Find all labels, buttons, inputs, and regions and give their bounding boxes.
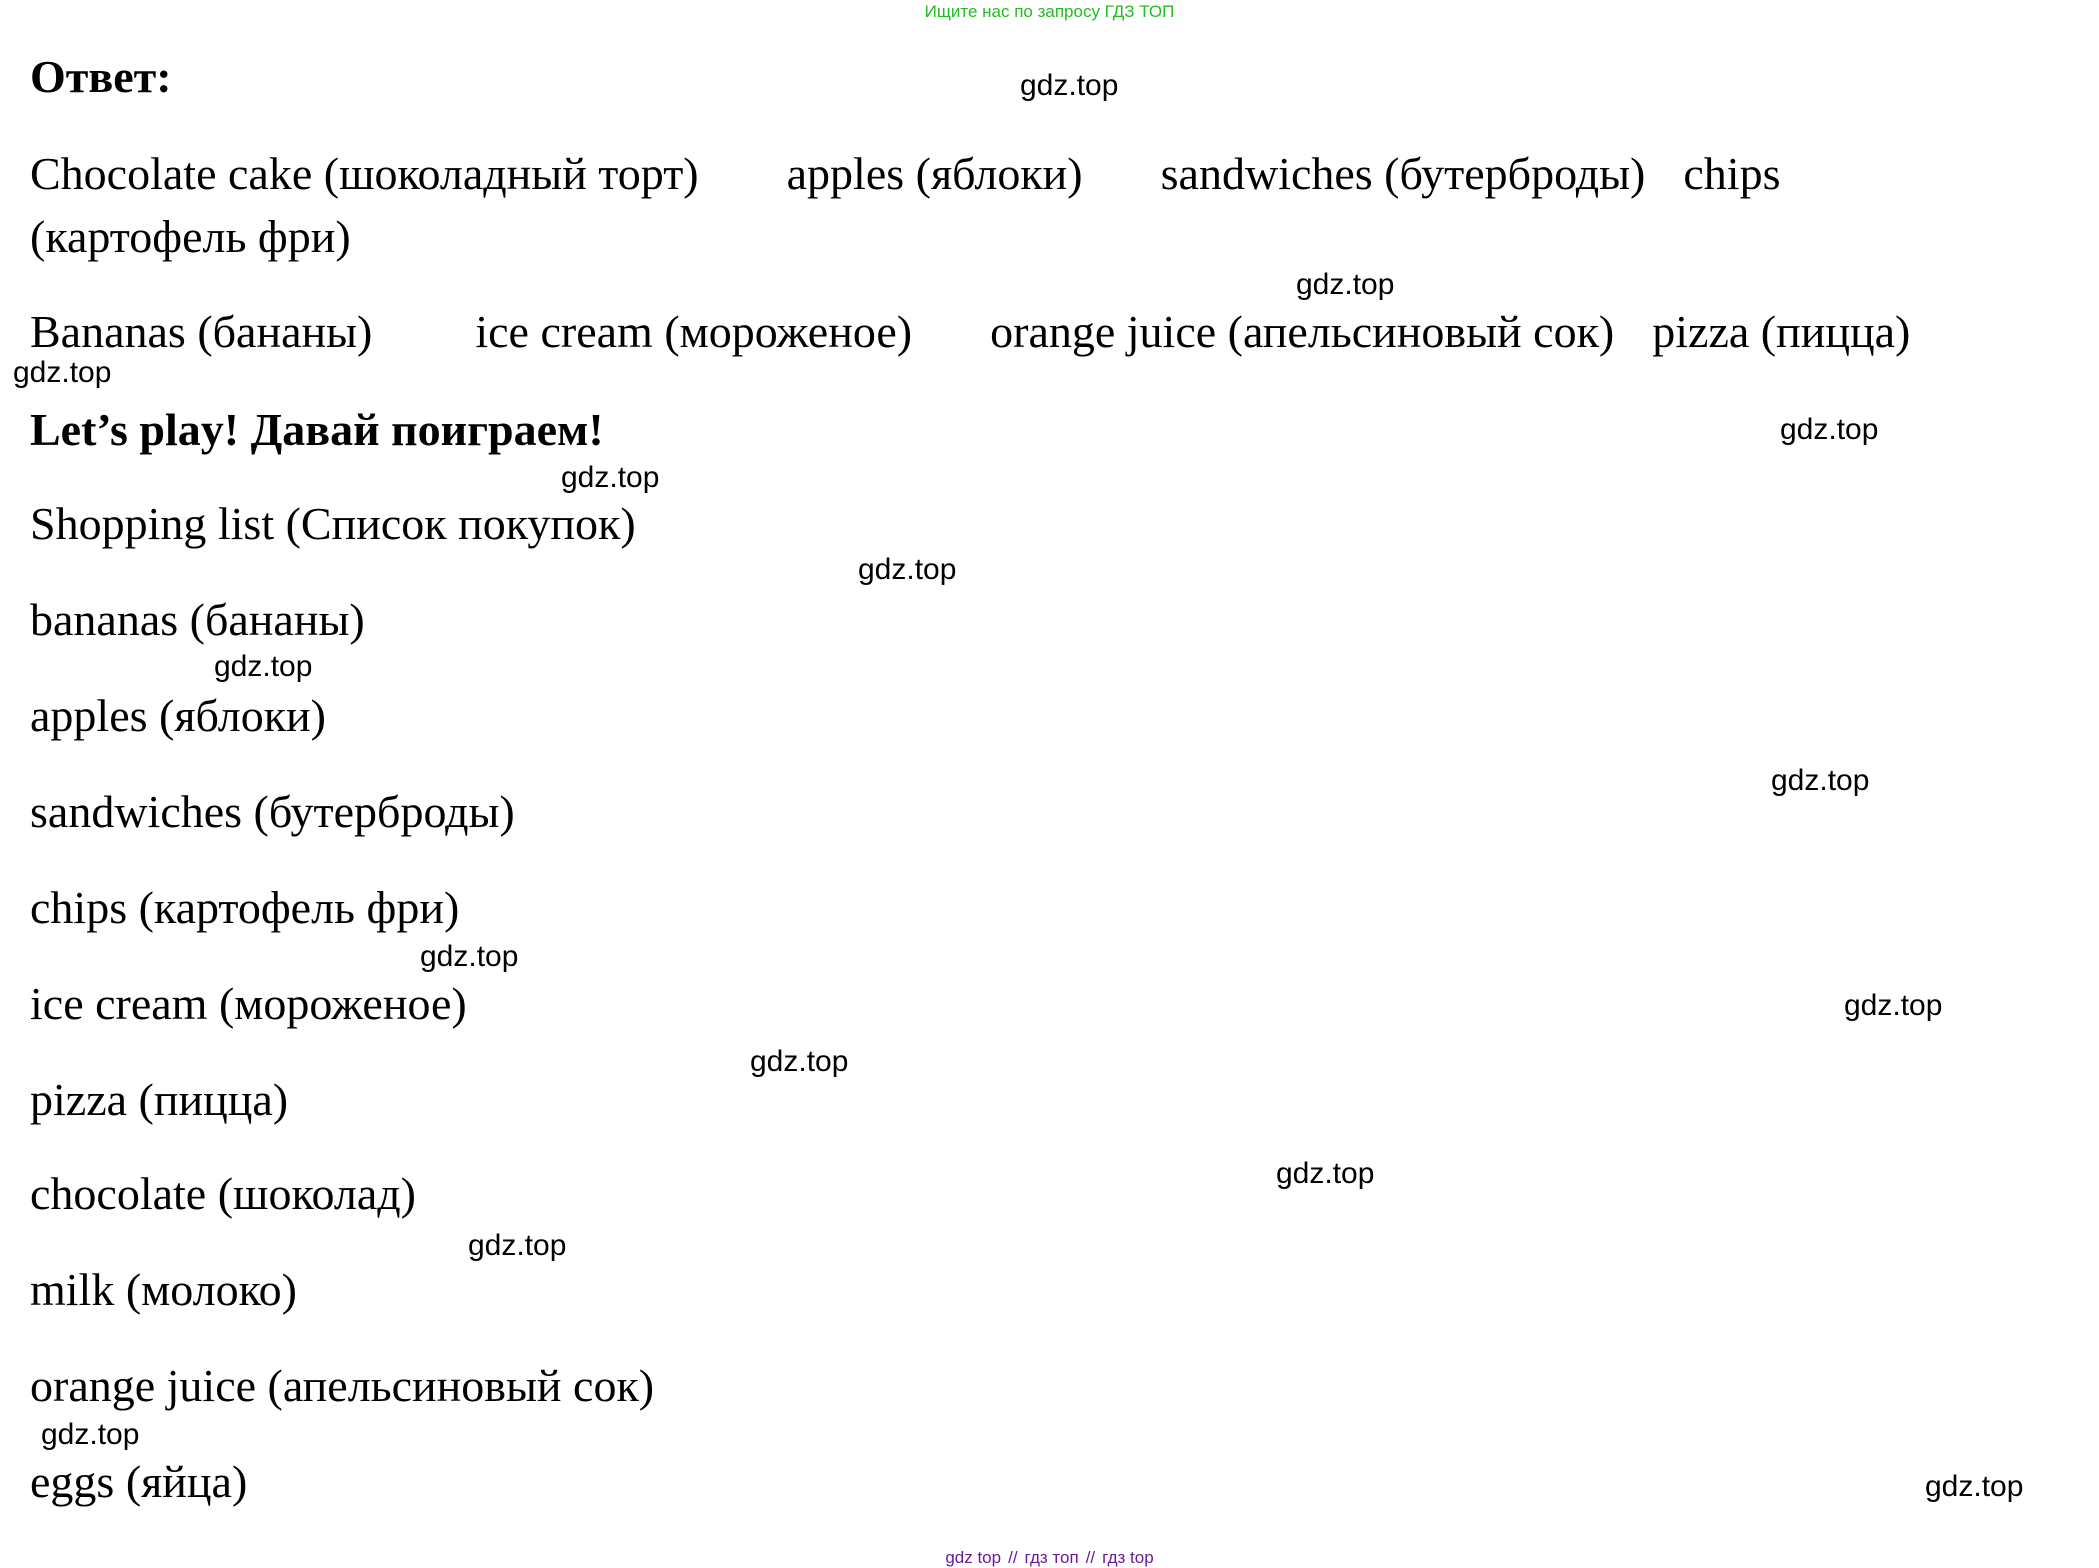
answer-item: chips	[1683, 148, 1781, 199]
banner-text: Ищите нас по запросу ГДЗ ТОП	[924, 2, 1175, 21]
watermark: gdz.top	[1844, 989, 1943, 1022]
answer-item: ice cream (мороженое)	[475, 306, 913, 357]
list-item: ice cream (мороженое)	[30, 978, 467, 1029]
watermark: gdz.top	[13, 356, 112, 389]
watermark: gdz.top	[858, 553, 957, 586]
watermark: gdz.top	[750, 1045, 849, 1078]
answer-heading: Ответ:	[30, 51, 172, 102]
answer-item: Chocolate cake (шоколадный торт)	[30, 148, 699, 199]
watermark: gdz.top	[41, 1418, 140, 1451]
watermark: gdz.top	[214, 650, 313, 683]
answer-row-2	[30, 305, 1910, 359]
list-item: eggs (яйца)	[30, 1456, 248, 1507]
list-item: bananas (бананы)	[30, 594, 365, 645]
list-item: milk (молоко)	[30, 1264, 297, 1315]
watermark: gdz.top	[420, 940, 519, 973]
list-item: pizza (пицца)	[30, 1074, 289, 1125]
answer-item: Bananas (бананы)	[30, 306, 373, 357]
footer-link[interactable]: gdz top	[945, 1548, 1002, 1567]
watermark: gdz.top	[1296, 268, 1395, 301]
answer-item: apples (яблоки)	[786, 148, 1083, 199]
watermark: gdz.top	[1020, 69, 1119, 102]
answer-row-1-wrap: (картофель фри)	[30, 211, 351, 262]
watermark: gdz.top	[1771, 764, 1870, 797]
list-item: chocolate (шоколад)	[30, 1168, 416, 1219]
watermark: gdz.top	[468, 1229, 567, 1262]
list-item: orange juice (апельсиновый сок)	[30, 1360, 655, 1411]
answer-item: pizza (пицца)	[1652, 306, 1911, 357]
footer-separator: //	[1085, 1548, 1096, 1567]
footer-link[interactable]: гдз топ	[1024, 1548, 1079, 1567]
footer-link[interactable]: гдз top	[1102, 1548, 1154, 1567]
list-item: chips (картофель фри)	[30, 882, 460, 933]
watermark: gdz.top	[1276, 1157, 1375, 1190]
list-item: sandwiches (бутерброды)	[30, 786, 515, 837]
footer-separator: //	[1008, 1548, 1018, 1567]
list-item: apples (яблоки)	[30, 690, 326, 741]
answer-item: sandwiches (бутерброды)	[1160, 148, 1646, 199]
watermark: gdz.top	[1780, 413, 1879, 446]
answer-item: orange juice (апельсиновый сок)	[990, 306, 1615, 357]
answer-row-1	[30, 147, 1781, 201]
game-heading: Let’s play! Давай поиграем!	[30, 404, 604, 455]
watermark: gdz.top	[561, 461, 660, 494]
watermark: gdz.top	[1925, 1470, 2024, 1503]
shopping-list-title: Shopping list (Список покупок)	[30, 498, 636, 549]
footer-links	[0, 1548, 2099, 1568]
top-banner	[0, 2, 2099, 22]
